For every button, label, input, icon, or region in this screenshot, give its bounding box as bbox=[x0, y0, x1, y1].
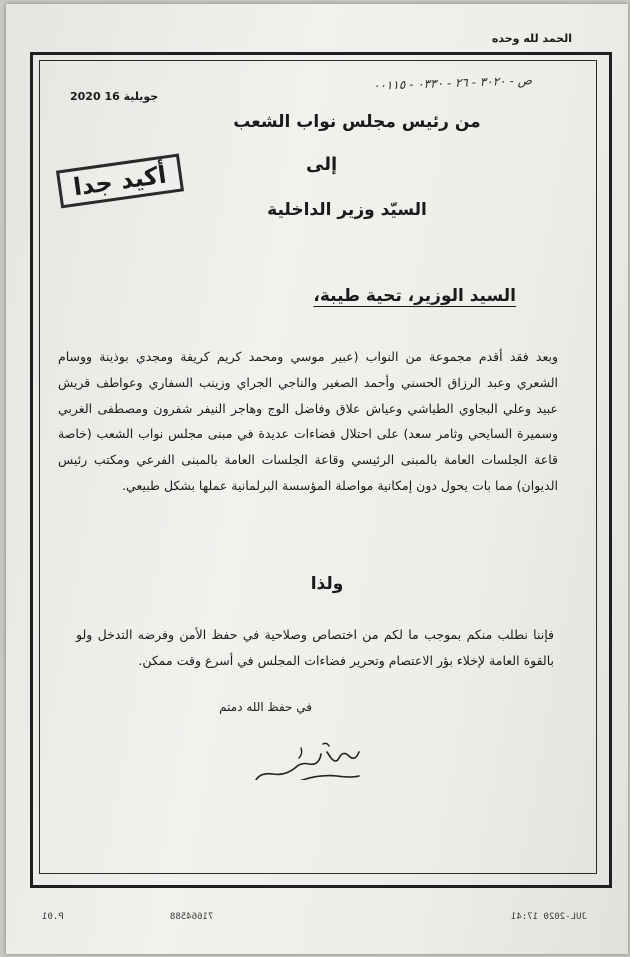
therefore-heading: ولذا bbox=[310, 574, 344, 594]
reference-number: ص - ٣٠٢٠ - ٢٦ - ٠٣٣٠ - ٠٠١١٥ bbox=[372, 73, 533, 93]
request-paragraph: فإننا نطلب منكم بموجب ما لكم من اختصاص وصلاحية في حفظ الأمن وفرضه التدخل ولو بالقوة العامة لإخلاء بؤر الاعتصام وتحرير فضاءات المجلس في أسرع وقت ممكن. bbox=[76, 627, 554, 668]
fax-number: 71664588 bbox=[170, 912, 214, 922]
urgent-stamp: أكيد جدا bbox=[56, 154, 184, 209]
body-paragraph: وبعد فقد أقدم مجموعة من النواب (عبير موسي ومحمد كريم كريفة ومجدي بوذينة ووسام الشعري وعبد الرزاق الحسني وأحمد الصغير والناجي الجراي وزينب السفاري وعواطف قريش عبيد وعلي البجاوي الطياشي وعياش علاق وفاضل الوج وهاجر النيفر شفرون ومصطفى الغربي وسميرة السايحي وثامر سعد) على احتلال فضاءات عديدة في مبنى مجلس نواب الشعب (خاصة قاعة الجلسات العامة بالمبنى الرئيسي وقاعة الجلسات العامة بالمبنى الفرعي ومكتب رئيس الديوان) مما بات يحول دون إمكانية مواصلة المؤسسة البرلمانية عملها بشكل طبيعي. bbox=[58, 349, 558, 493]
fax-timestamp: JUL-2020 17:41 bbox=[511, 912, 587, 922]
greeting: السيد الوزير، تحية طيبة، bbox=[313, 286, 516, 306]
handwritten-signature bbox=[231, 736, 371, 780]
letter-page bbox=[6, 4, 628, 954]
recipient-line: السيّد وزير الداخلية bbox=[267, 200, 427, 220]
letter-date: 2020 جويلية 16 bbox=[70, 90, 159, 103]
closing-line: في حفظ الله دمتم bbox=[219, 700, 312, 714]
fax-page-number: P.01 bbox=[42, 912, 64, 922]
to-word: إلى bbox=[306, 154, 338, 175]
praise-line: الحمد لله وحده bbox=[491, 32, 572, 45]
sender-line: من رئيس مجلس نواب الشعب bbox=[233, 112, 481, 132]
